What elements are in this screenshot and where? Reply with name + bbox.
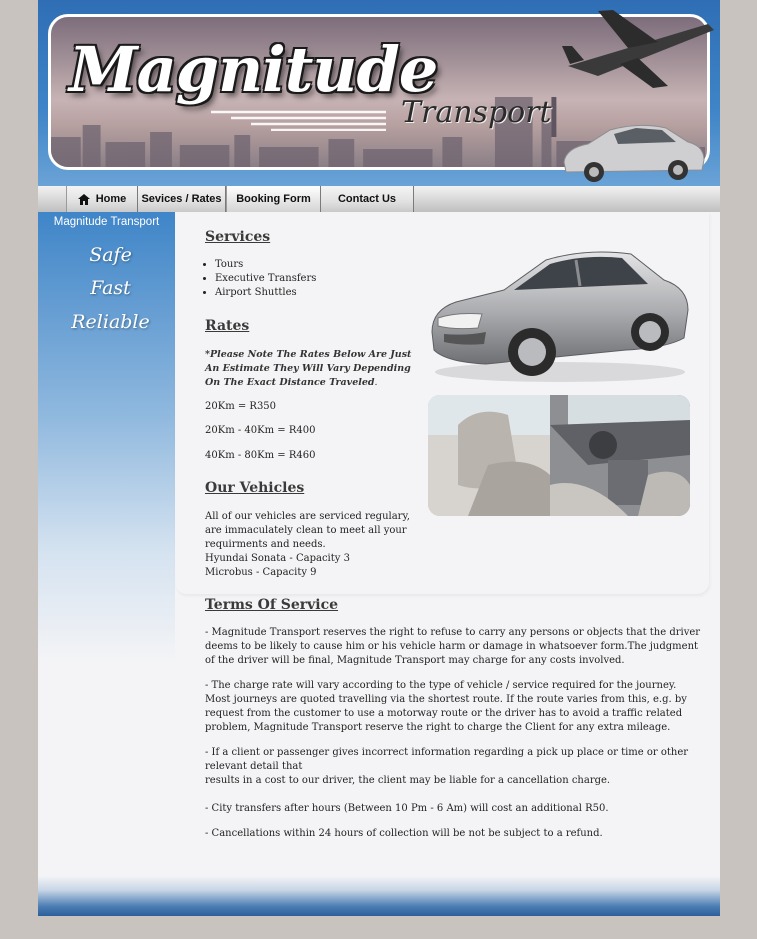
terms-paragraph: - If a client or passenger gives incorrect information regarding a pick up place or time or other relevant detail that <box>205 747 689 772</box>
sidebar-word-fast: Fast <box>90 277 131 299</box>
rate-line: 40Km - 80Km = R460 <box>205 450 316 461</box>
nav-services-rates[interactable] <box>138 186 226 212</box>
footer <box>38 876 720 916</box>
nav-services-rates-label: Sevices / Rates <box>141 193 222 205</box>
logo-transport: Transport <box>401 95 552 130</box>
page <box>38 0 720 916</box>
terms-body <box>205 626 705 841</box>
rate-line: 20Km - 40Km = R400 <box>205 425 316 436</box>
vehicles-line: All of our vehicles are serviced regulary, <box>205 511 410 522</box>
sidebar-word-safe: Safe <box>89 244 132 266</box>
sidebar-word-reliable: Reliable <box>71 311 150 333</box>
terms-paragraph: Most journeys are quoted travelling via the shortest route. If the route varies from this, e.g. by request from the customer to use a motorway route or the driver has to avoid a traffic related problem, Magnitude Transport reserve the right to charge the Client for any extra mileage. <box>205 694 687 733</box>
vehicles-description <box>205 510 425 580</box>
rates-heading: Rates <box>205 318 250 334</box>
terms-paragraph: - Cancellations within 24 hours of collection will be not be subject to a refund. <box>205 828 603 839</box>
list-item: • Executive Transfers <box>215 272 316 286</box>
rate-line: 20Km = R350 <box>205 401 277 412</box>
vehicles-heading: Our Vehicles <box>205 480 305 496</box>
vehicles-line: Microbus - Capacity 9 <box>205 567 317 578</box>
logo-speed-lines <box>201 109 391 131</box>
nav-booking-form[interactable] <box>226 186 321 212</box>
nav-home[interactable] <box>66 186 138 212</box>
terms-paragraph: - The charge rate will vary according to the type of vehicle / service required for the journey. <box>205 680 677 691</box>
logo-magnitude: Magnitude <box>69 33 438 106</box>
list-item: • Airport Shuttles <box>215 286 316 300</box>
terms-paragraph: - City transfers after hours (Between 10 Pm - 6 Am) will cost an additional R50. <box>205 803 609 814</box>
nav-contact-us-label: Contact Us <box>337 193 397 205</box>
rates-note <box>205 348 415 390</box>
nav-home-label: Home <box>95 193 127 205</box>
sidebar-title: Magnitude Transport <box>53 216 160 228</box>
main-nav <box>38 186 720 212</box>
services-list <box>205 258 316 300</box>
home-icon <box>78 194 90 205</box>
header <box>38 0 720 186</box>
car-interior-image <box>428 395 690 516</box>
header-car-image <box>558 118 708 184</box>
vehicles-line: Hyundai Sonata - Capacity 3 <box>205 553 350 564</box>
sidebar <box>38 212 175 662</box>
airplane-icon <box>558 6 718 90</box>
vehicles-line: are immaculately clean to meet all your <box>205 525 407 536</box>
vehicles-line: requirments and needs. <box>205 539 326 550</box>
terms-paragraph: - Magnitude Transport reserves the right to refuse to carry any persons or objects that the driver deems to be likely to cause him or his vehicle harm or damage in whatsoever form.The judgment of the driver will be final, Magnitude Transport may charge for any costs involved. <box>205 627 701 666</box>
nav-booking-form-label: Booking Form <box>236 193 311 205</box>
rates-note-tail: . <box>374 377 378 388</box>
services-heading: Services <box>205 229 271 245</box>
terms-heading: Terms Of Service <box>205 597 339 613</box>
rates-note-text: *Please Note The Rates Below Are Just An Estimate They Will Vary Depending On The Exact Distance Traveled <box>205 349 412 388</box>
list-item: • Tours <box>215 258 316 272</box>
sedan-car-image <box>426 240 694 385</box>
terms-paragraph: results in a cost to our driver, the client may be liable for a cancellation charge. <box>205 775 611 786</box>
nav-contact-us[interactable] <box>321 186 414 212</box>
